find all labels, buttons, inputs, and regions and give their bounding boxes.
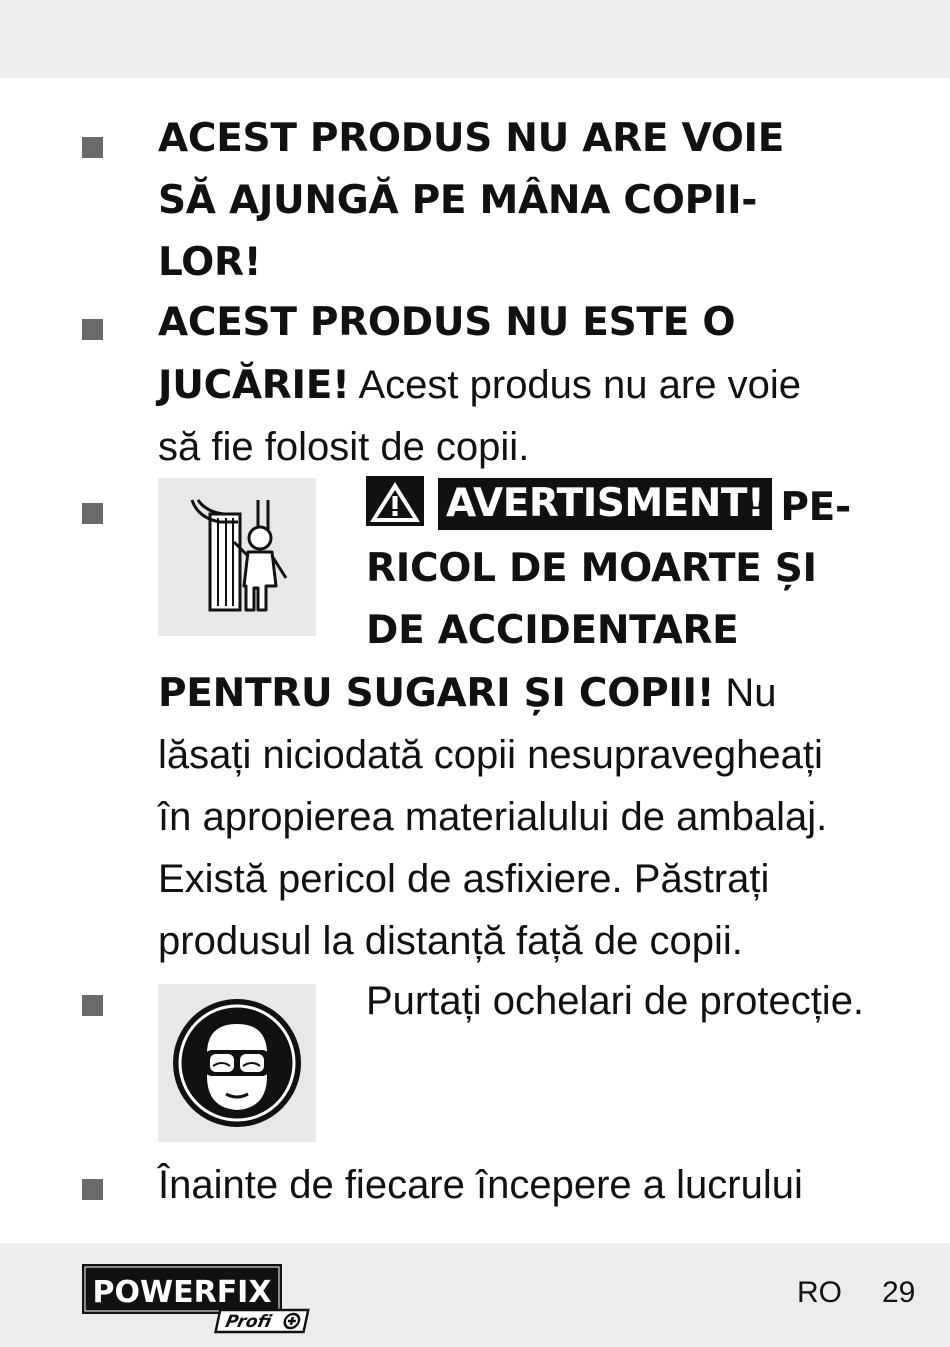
item3-line8: produsul la distanță față de copii. — [158, 919, 743, 963]
bullet-marker — [82, 995, 103, 1016]
item2-line2 — [158, 354, 801, 417]
item1-line1: ACEST PRODUS NU ARE VOIE — [158, 116, 785, 161]
item2-line1: ACEST PRODUS NU ESTE O — [158, 300, 736, 345]
bullet-marker — [82, 1179, 103, 1200]
child-curtain-cord-icon — [158, 478, 316, 636]
item2-line3: să fie folosit de copii. — [158, 425, 530, 469]
page-number: 29 — [882, 1276, 916, 1309]
bullet-marker — [82, 319, 103, 340]
item2-plain-text: Acest produs nu are voie — [349, 363, 801, 407]
item3-line3: DE ACCIDENTARE — [366, 608, 739, 653]
item4-text: Purtați ochelari de protecție. — [366, 979, 865, 1023]
item3-line5: lăsați niciodată copii nesupravegheați — [158, 733, 823, 777]
safety-goggles-icon — [158, 984, 316, 1142]
item3-line1-rest: PE- — [780, 485, 851, 530]
item3-line2: RICOL DE MOARTE ȘI — [366, 546, 817, 591]
warning-triangle-icon — [366, 476, 424, 545]
language-code: RO — [797, 1276, 842, 1309]
item3-line1 — [366, 476, 851, 545]
header-band — [0, 0, 950, 78]
item1-line2: SĂ AJUNGĂ PE MÂNA COPII- — [158, 178, 758, 223]
item3-line6: în apropierea materialului de ambalaj. — [158, 795, 828, 839]
brand-text: POWERFIX — [92, 1275, 272, 1310]
item3-line4 — [158, 662, 777, 725]
item1-line3: LOR! — [158, 240, 262, 285]
bullet-marker — [82, 137, 103, 158]
item3-line7: Există pericol de asfixiere. Păstrați — [158, 857, 770, 901]
item5-text: Înainte de fiecare începere a lucrului — [158, 1163, 803, 1207]
item2-bold-text: JUCĂRIE! — [158, 363, 350, 408]
bullet-marker — [82, 503, 103, 524]
item3-plain-text: Nu — [714, 671, 777, 715]
item3-bold-text: PENTRU SUGARI ȘI COPII! — [158, 671, 715, 716]
warning-label: AVERTISMENT! — [438, 478, 772, 530]
sub-brand-text: Profi — [223, 1312, 274, 1332]
powerfix-logo — [82, 1264, 317, 1338]
